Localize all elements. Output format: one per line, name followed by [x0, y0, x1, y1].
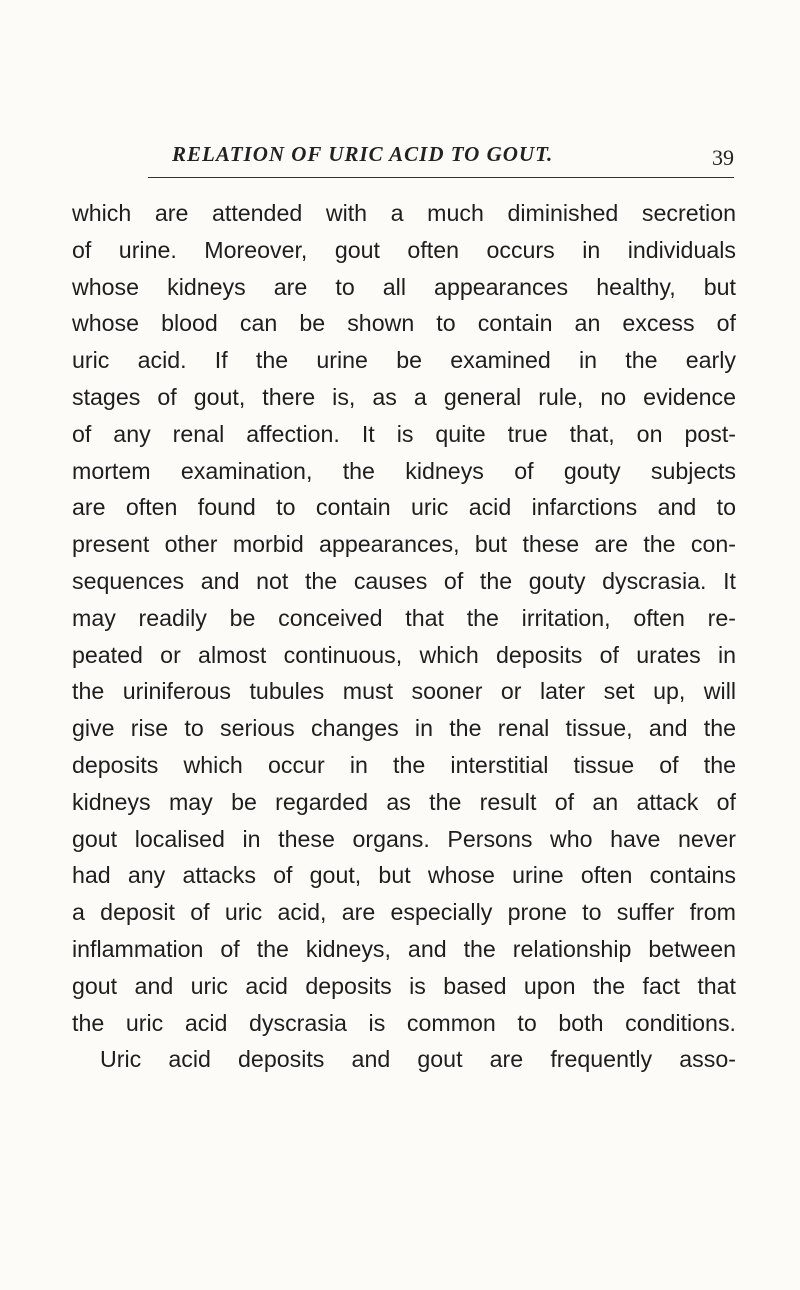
text-line: whose blood can be shown to contain an excess of: [72, 310, 736, 337]
text-line: which are attended with a much diminished secretion: [72, 200, 736, 226]
text-line: the uric acid dyscrasia is common to both conditions.: [72, 1009, 736, 1036]
text-line: may readily be conceived that the irritation, often re-: [72, 604, 736, 631]
text-line: Uric acid deposits and gout are frequently asso-: [100, 1046, 736, 1073]
text-line: present other morbid appearances, but these are the con-: [72, 531, 736, 558]
text-line: kidneys may be regarded as the result of an attack of: [72, 788, 736, 815]
page-number: 39: [712, 145, 734, 170]
text-line: deposits which occur in the interstitial tissue of the: [72, 751, 736, 778]
text-line: gout and uric acid deposits is based upon the fact that: [72, 972, 736, 999]
text-line: inflammation of the kidneys, and the relationship between: [72, 935, 736, 962]
text-line: uric acid. If the urine be examined in the early: [72, 347, 736, 374]
text-line: peated or almost continuous, which deposits of urates in: [72, 641, 736, 668]
text-line: a deposit of uric acid, are especially prone to suffer from: [72, 899, 736, 926]
body-text: [72, 195, 736, 1078]
text-line: had any attacks of gout, but whose urine often contains: [72, 862, 736, 889]
text-line: stages of gout, there is, as a general rule, no evidence: [72, 383, 736, 410]
text-line: sequences and not the causes of the gouty dyscrasia. It: [72, 567, 736, 594]
text-line: the uriniferous tubules must sooner or later set up, will: [72, 678, 736, 705]
text-line: gout localised in these organs. Persons who have never: [72, 825, 736, 852]
text-line: mortem examination, the kidneys of gouty subjects: [72, 457, 736, 484]
text-line: give rise to serious changes in the renal tissue, and the: [72, 715, 736, 742]
text-line: of urine. Moreover, gout often occurs in individuals: [72, 236, 736, 263]
running-head: RELATION OF URIC ACID TO GOUT.: [172, 142, 554, 166]
text-line: of any renal affection. It is quite true that, on post-: [72, 420, 736, 447]
text-line: are often found to contain uric acid infarctions and to: [72, 494, 736, 521]
header-rule: [148, 177, 734, 178]
text-line: whose kidneys are to all appearances healthy, but: [72, 273, 736, 300]
